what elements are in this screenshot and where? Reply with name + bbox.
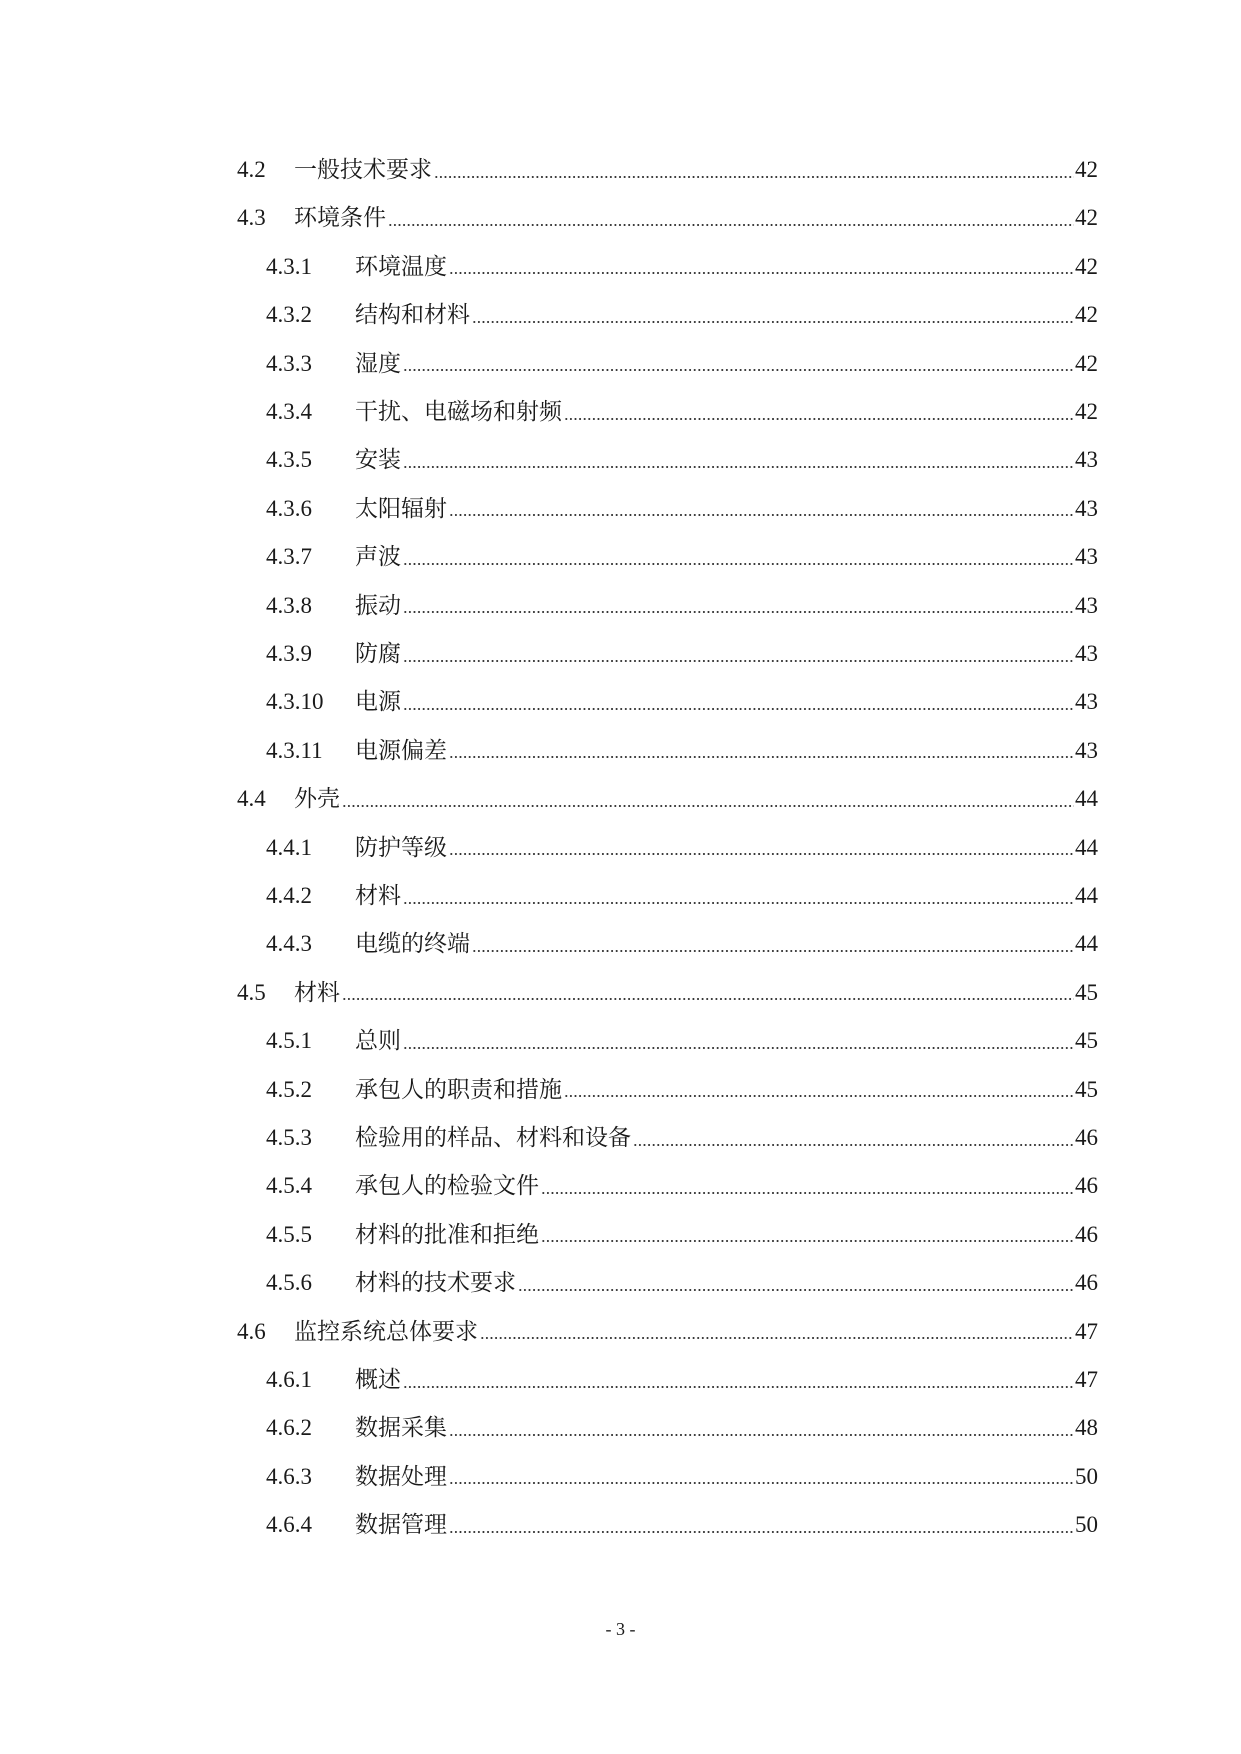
toc-dot-leader <box>633 1143 1074 1147</box>
toc-page-number: 43 <box>1075 689 1098 715</box>
toc-entry[interactable] <box>266 438 1098 482</box>
toc-dot-leader <box>449 852 1074 856</box>
toc-entry[interactable] <box>266 487 1098 531</box>
toc-section-number: 4.6 <box>237 1318 266 1344</box>
toc-dot-leader <box>403 465 1074 469</box>
toc-section-number: 4.3.9 <box>266 641 312 666</box>
toc-section-number: 4.5.3 <box>266 1125 312 1150</box>
toc-entry[interactable] <box>266 584 1098 628</box>
toc-page-number: 43 <box>1075 495 1098 521</box>
toc-dot-leader <box>449 271 1074 275</box>
toc-page-number: 43 <box>1075 447 1098 473</box>
toc-dot-leader <box>388 223 1074 227</box>
toc-page-number: 44 <box>1075 931 1098 957</box>
toc-dot-leader <box>541 1191 1074 1195</box>
toc-section-title: 概述 <box>355 1367 401 1392</box>
toc-dot-leader <box>403 901 1074 905</box>
toc-section-title: 太阳辐射 <box>355 495 447 521</box>
toc-section-title: 振动 <box>355 592 401 618</box>
toc-entry[interactable] <box>266 1358 1098 1402</box>
toc-page-number: 50 <box>1075 1512 1098 1538</box>
toc-entry[interactable] <box>266 390 1098 434</box>
toc-section-title: 防护等级 <box>355 834 447 860</box>
toc-section-number: 4.4.1 <box>266 834 312 860</box>
toc-section-number: 4.4.2 <box>266 883 312 908</box>
toc-dot-leader <box>403 1385 1074 1389</box>
toc-entry[interactable] <box>266 729 1098 773</box>
toc-section-number: 4.3.11 <box>266 737 323 763</box>
toc-dot-leader <box>449 513 1074 517</box>
toc-page-number: 42 <box>1075 157 1098 182</box>
toc-page-number: 46 <box>1075 1270 1098 1296</box>
toc-dot-leader <box>480 1336 1074 1340</box>
toc-section-title: 防腐 <box>355 641 401 666</box>
toc-dot-leader <box>403 368 1074 372</box>
page-number: - 3 - <box>605 1619 636 1639</box>
toc-section-number: 4.3.10 <box>266 689 324 715</box>
toc-page-number: 45 <box>1075 979 1098 1005</box>
toc-page-number: 43 <box>1075 544 1098 570</box>
toc-entry[interactable] <box>266 826 1098 870</box>
toc-page-number: 45 <box>1075 1028 1098 1054</box>
toc-section-title: 电源 <box>355 689 401 715</box>
toc-entry[interactable] <box>266 1455 1098 1499</box>
toc-section-title: 材料 <box>355 883 401 908</box>
toc-section-title: 承包人的职责和措施 <box>355 1076 562 1102</box>
toc-page-number: 46 <box>1075 1173 1098 1199</box>
toc-page-number: 50 <box>1075 1463 1098 1489</box>
toc-section-number: 4.2 <box>237 157 266 182</box>
toc-section-title: 湿度 <box>355 350 401 376</box>
toc-entry[interactable] <box>266 342 1098 386</box>
toc-section-number: 4.5.5 <box>266 1221 312 1247</box>
toc-section-number: 4.3.1 <box>266 253 312 279</box>
toc-dot-leader <box>449 1530 1074 1534</box>
toc-page-number: 43 <box>1075 592 1098 618</box>
toc-dot-leader <box>434 175 1074 179</box>
toc-entry[interactable] <box>266 1213 1098 1257</box>
toc-entry[interactable] <box>266 1503 1098 1547</box>
toc-section-number: 4.6.2 <box>266 1415 312 1441</box>
toc-section-title: 总则 <box>355 1028 401 1054</box>
toc-entry[interactable] <box>266 1261 1098 1305</box>
toc-page-number: 44 <box>1075 834 1098 860</box>
toc-entry[interactable] <box>266 922 1098 966</box>
toc-dot-leader <box>472 320 1074 324</box>
toc-section-title: 环境温度 <box>355 253 447 279</box>
toc-section-title: 干扰、电磁场和射频 <box>355 399 562 424</box>
toc-page-number: 46 <box>1075 1125 1098 1150</box>
toc-entry[interactable] <box>237 971 1098 1015</box>
toc-section-number: 4.6.3 <box>266 1463 312 1489</box>
toc-page-number: 44 <box>1075 883 1098 908</box>
toc-page-number: 46 <box>1075 1221 1098 1247</box>
toc-section-title: 材料的技术要求 <box>355 1270 516 1296</box>
toc-section-title: 数据采集 <box>355 1415 447 1441</box>
toc-dot-leader <box>403 659 1074 663</box>
toc-section-title: 材料的批准和拒绝 <box>355 1221 539 1247</box>
toc-section-number: 4.3.7 <box>266 544 312 570</box>
toc-entry[interactable] <box>266 874 1098 918</box>
toc-section-title: 材料 <box>294 979 340 1005</box>
toc-entry[interactable] <box>237 148 1098 192</box>
toc-page-number: 42 <box>1075 205 1098 231</box>
toc-section-number: 4.3.2 <box>266 302 312 328</box>
toc-page-number: 43 <box>1075 641 1098 666</box>
toc-entry[interactable] <box>266 632 1098 676</box>
toc-dot-leader <box>342 997 1074 1001</box>
toc-entry[interactable] <box>266 1164 1098 1208</box>
toc-section-number: 4.3.6 <box>266 495 312 521</box>
toc-entry[interactable] <box>266 680 1098 724</box>
toc-section-number: 4.3.3 <box>266 350 312 376</box>
toc-section-title: 环境条件 <box>294 205 386 231</box>
toc-dot-leader <box>403 707 1074 711</box>
toc-section-number: 4.3 <box>237 205 266 231</box>
toc-section-number: 4.5.6 <box>266 1270 312 1296</box>
toc-section-number: 4.3.8 <box>266 592 312 618</box>
toc-page-number: 44 <box>1075 786 1098 812</box>
toc-section-title: 数据处理 <box>355 1463 447 1489</box>
toc-page-number: 43 <box>1075 737 1098 763</box>
toc-page-number: 42 <box>1075 399 1098 424</box>
toc-entry[interactable] <box>237 777 1098 821</box>
toc-page-number: 47 <box>1075 1367 1098 1392</box>
toc-dot-leader <box>541 1239 1074 1243</box>
toc-entry[interactable] <box>266 535 1098 579</box>
toc-entry[interactable] <box>266 293 1098 337</box>
toc-dot-leader <box>518 1288 1074 1292</box>
toc-dot-leader <box>564 1094 1074 1098</box>
toc-dot-leader <box>449 755 1074 759</box>
toc-section-title: 承包人的检验文件 <box>355 1173 539 1199</box>
toc-page-number: 45 <box>1075 1076 1098 1102</box>
toc-section-number: 4.4.3 <box>266 931 312 957</box>
toc-page-number: 42 <box>1075 253 1098 279</box>
toc-section-title: 电源偏差 <box>355 737 447 763</box>
toc-dot-leader <box>342 804 1074 808</box>
toc-entry[interactable] <box>266 245 1098 289</box>
toc-page-number: 47 <box>1075 1318 1098 1344</box>
toc-dot-leader <box>472 949 1074 953</box>
toc-section-title: 结构和材料 <box>355 302 470 328</box>
toc-dot-leader <box>403 610 1074 614</box>
toc-entry[interactable] <box>237 196 1098 240</box>
toc-section-title: 声波 <box>355 544 401 570</box>
toc-entry[interactable] <box>266 1068 1098 1112</box>
toc-section-title: 数据管理 <box>355 1512 447 1538</box>
toc-section-number: 4.6.4 <box>266 1512 312 1538</box>
toc-entry[interactable] <box>237 1310 1098 1354</box>
toc-page-number: 42 <box>1075 302 1098 328</box>
toc-page-number: 42 <box>1075 350 1098 376</box>
toc-section-title: 安装 <box>355 447 401 473</box>
toc-section-number: 4.4 <box>237 786 266 812</box>
toc-section-number: 4.5.2 <box>266 1076 312 1102</box>
toc-section-title: 外壳 <box>294 786 340 812</box>
toc-section-title: 检验用的样品、材料和设备 <box>355 1125 631 1150</box>
toc-entry[interactable] <box>266 1406 1098 1450</box>
toc-section-title: 电缆的终端 <box>355 931 470 957</box>
toc-section-number: 4.3.5 <box>266 447 312 473</box>
toc-page-number: 48 <box>1075 1415 1098 1441</box>
toc-section-number: 4.5 <box>237 979 266 1005</box>
toc-section-number: 4.6.1 <box>266 1367 312 1392</box>
toc-section-title: 监控系统总体要求 <box>294 1318 478 1344</box>
toc-entry[interactable] <box>266 1019 1098 1063</box>
toc-dot-leader <box>449 1433 1074 1437</box>
toc-section-title: 一般技术要求 <box>294 157 432 182</box>
toc-dot-leader <box>403 1046 1074 1050</box>
toc-dot-leader <box>403 562 1074 566</box>
toc-section-number: 4.5.1 <box>266 1028 312 1054</box>
toc-section-number: 4.5.4 <box>266 1173 312 1199</box>
toc-entry[interactable] <box>266 1116 1098 1160</box>
toc-dot-leader <box>449 1481 1074 1485</box>
toc-section-number: 4.3.4 <box>266 399 312 424</box>
toc-dot-leader <box>564 417 1074 421</box>
